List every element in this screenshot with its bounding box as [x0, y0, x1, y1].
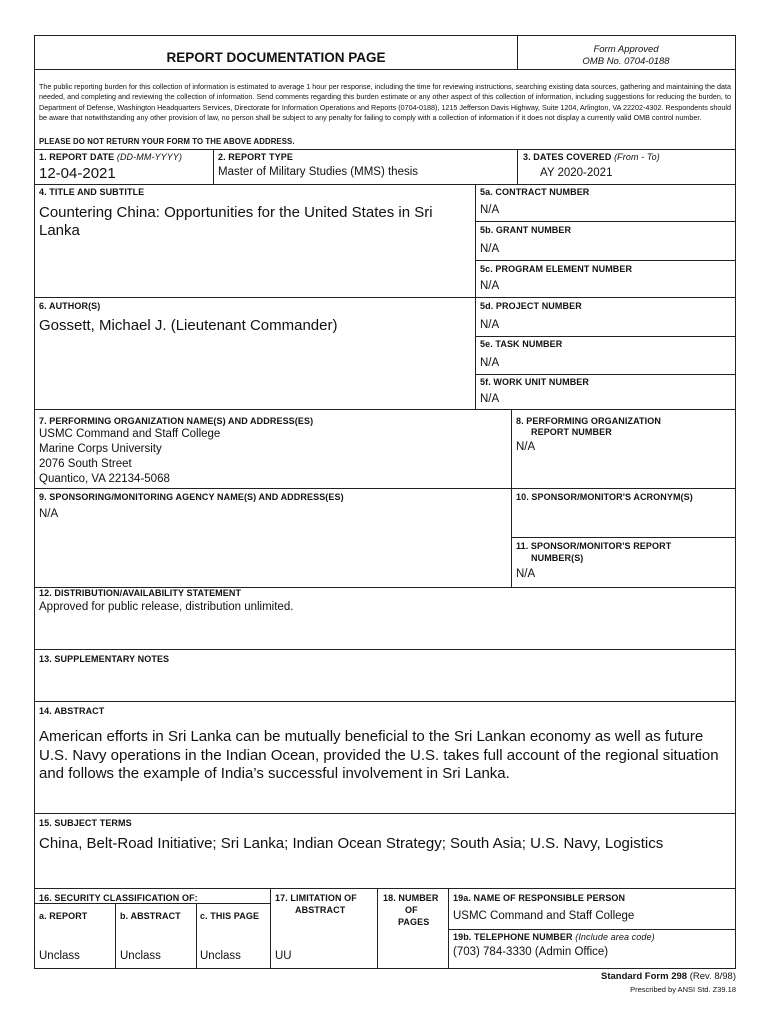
this-page-classification-value: Unclass [200, 950, 241, 962]
performing-org-report-number-label-2: REPORT NUMBER [531, 427, 612, 437]
this-page-classification-label: c. THIS PAGE [200, 911, 260, 921]
grant-number-label: 5b. GRANT NUMBER [480, 225, 572, 235]
omb-number: OMB No. 0704-0188 [582, 56, 670, 67]
number-of-pages-label-3: PAGES [398, 917, 430, 927]
distribution-label: 12. DISTRIBUTION/AVAILABILITY STATEMENT [39, 588, 242, 598]
performing-org-label: 7. PERFORMING ORGANIZATION NAME(S) AND ADDRESS(ES) [39, 416, 314, 426]
form-approved-label: Form Approved [593, 44, 659, 55]
prescribed-by: Prescribed by ANSI Std. Z39.18 [630, 985, 736, 994]
form-title: REPORT DOCUMENTATION PAGE [166, 50, 386, 65]
performing-org-line2: Marine Corps University [39, 443, 162, 455]
program-element-number-label: 5c. PROGRAM ELEMENT NUMBER [480, 264, 633, 274]
report-documentation-form [34, 35, 736, 969]
sponsoring-agency-value: N/A [39, 508, 59, 520]
title-value-line1: Countering China: Opportunities for the United States in Sri [39, 204, 433, 221]
abstract-label: 14. ABSTRACT [39, 706, 105, 716]
performing-org-line3: 2076 South Street [39, 458, 132, 470]
abstract-line3: and follows the example of India’s successful involvement in Sri Lanka. [39, 765, 510, 782]
report-date-label: 1. REPORT DATE (DD-MM-YYYY) [39, 152, 183, 162]
burden-statement: The public reporting burden for this collection of information is estimated to average 1 hour per response, including the time for reviewing instructions, searching existing data sources, gathering and maintaining the data needed, and completing and reviewing the collection of information. Send comments regarding this burden estimate or any other aspect of this collection of information, including suggestions for reducing the burden, to Department of Defense, Washington Headquarters Services, Directorate for Information Operations and Reports (0704-0188), 1215 Jefferson Davis Highway, Suite 1204, Arlington, VA 22202-4302. Respondents should be aware that notwithstanding any other provision of law, no person shall be subject to any penalty for failing to comply with a collection of information if it does not display a currently valid OMB control number. [39, 82, 731, 123]
form-revision: (Rev. 8/98) [689, 971, 736, 982]
title-subtitle-label: 4. TITLE AND SUBTITLE [39, 187, 145, 197]
number-of-pages-label-2: OF [405, 905, 418, 915]
telephone-label: 19b. TELEPHONE NUMBER (Include area code) [453, 932, 655, 942]
report-classification-value: Unclass [39, 950, 80, 962]
sponsor-report-number-label-2: NUMBER(S) [531, 553, 584, 563]
subject-terms-label: 15. SUBJECT TERMS [39, 818, 132, 828]
program-element-number-value: N/A [480, 280, 500, 292]
standard-form-footer [480, 971, 736, 982]
task-number-value: N/A [480, 357, 500, 369]
project-number-label: 5d. PROJECT NUMBER [480, 301, 582, 311]
report-date-value: 12-04-2021 [39, 165, 116, 182]
performing-org-line1: USMC Command and Staff College [39, 428, 221, 440]
dates-covered-label: 3. DATES COVERED (From - To) [523, 152, 660, 162]
abstract-classification-value: Unclass [120, 950, 161, 962]
title-value-line2: Lanka [39, 222, 80, 239]
performing-org-report-number-value: N/A [516, 441, 536, 453]
sponsor-acronym-label: 10. SPONSOR/MONITOR'S ACRONYM(S) [516, 492, 693, 502]
performing-org-line4: Quantico, VA 22134-5068 [39, 473, 170, 485]
limitation-of-abstract-label-1: 17. LIMITATION OF [275, 893, 357, 903]
abstract-classification-label: b. ABSTRACT [120, 911, 181, 921]
authors-value: Gossett, Michael J. (Lieutenant Commander) [39, 317, 338, 334]
report-type-label: 2. REPORT TYPE [218, 152, 293, 162]
subject-terms-value: China, Belt-Road Initiative; Sri Lanka; Indian Ocean Strategy; South Asia; U.S. Navy, Logistics [39, 835, 664, 852]
report-type-value: Master of Military Studies (MMS) thesis [218, 166, 419, 178]
work-unit-number-value: N/A [480, 393, 500, 405]
limitation-of-abstract-value: UU [275, 950, 292, 962]
performing-org-report-number-label-1: 8. PERFORMING ORGANIZATION [516, 416, 661, 426]
dates-covered-value: AY 2020-2021 [540, 167, 613, 179]
contract-number-label: 5a. CONTRACT NUMBER [480, 187, 590, 197]
project-number-value: N/A [480, 319, 500, 331]
distribution-value: Approved for public release, distribution unlimited. [39, 601, 294, 613]
work-unit-number-label: 5f. WORK UNIT NUMBER [480, 377, 589, 387]
limitation-of-abstract-label-2: ABSTRACT [295, 905, 346, 915]
authors-label: 6. AUTHOR(S) [39, 301, 101, 311]
contract-number-value: N/A [480, 204, 500, 216]
abstract-line2: U.S. Navy operations in the Indian Ocean, provided the U.S. takes full account of the regional situation [39, 747, 719, 764]
responsible-person-value: USMC Command and Staff College [453, 910, 635, 922]
task-number-label: 5e. TASK NUMBER [480, 339, 563, 349]
number-of-pages-label-1: 18. NUMBER [383, 893, 439, 903]
responsible-person-label: 19a. NAME OF RESPONSIBLE PERSON [453, 893, 626, 903]
report-classification-label: a. REPORT [39, 911, 88, 921]
standard-form-number: Standard Form 298 [601, 971, 688, 982]
telephone-value: (703) 784-3330 (Admin Office) [453, 946, 609, 958]
sponsor-report-number-value: N/A [516, 568, 536, 580]
abstract-line1: American efforts in Sri Lanka can be mutually beneficial to the Sri Lankan economy as well as future [39, 728, 704, 745]
supplementary-notes-label: 13. SUPPLEMENTARY NOTES [39, 654, 170, 664]
grant-number-value: N/A [480, 243, 500, 255]
sponsoring-agency-label: 9. SPONSORING/MONITORING AGENCY NAME(S) AND ADDRESS(ES) [39, 492, 344, 502]
security-classification-label: 16. SECURITY CLASSIFICATION OF: [39, 893, 198, 903]
sponsor-report-number-label-1: 11. SPONSOR/MONITOR'S REPORT [516, 541, 672, 551]
do-not-return-notice: PLEASE DO NOT RETURN YOUR FORM TO THE ABOVE ADDRESS. [39, 137, 295, 146]
